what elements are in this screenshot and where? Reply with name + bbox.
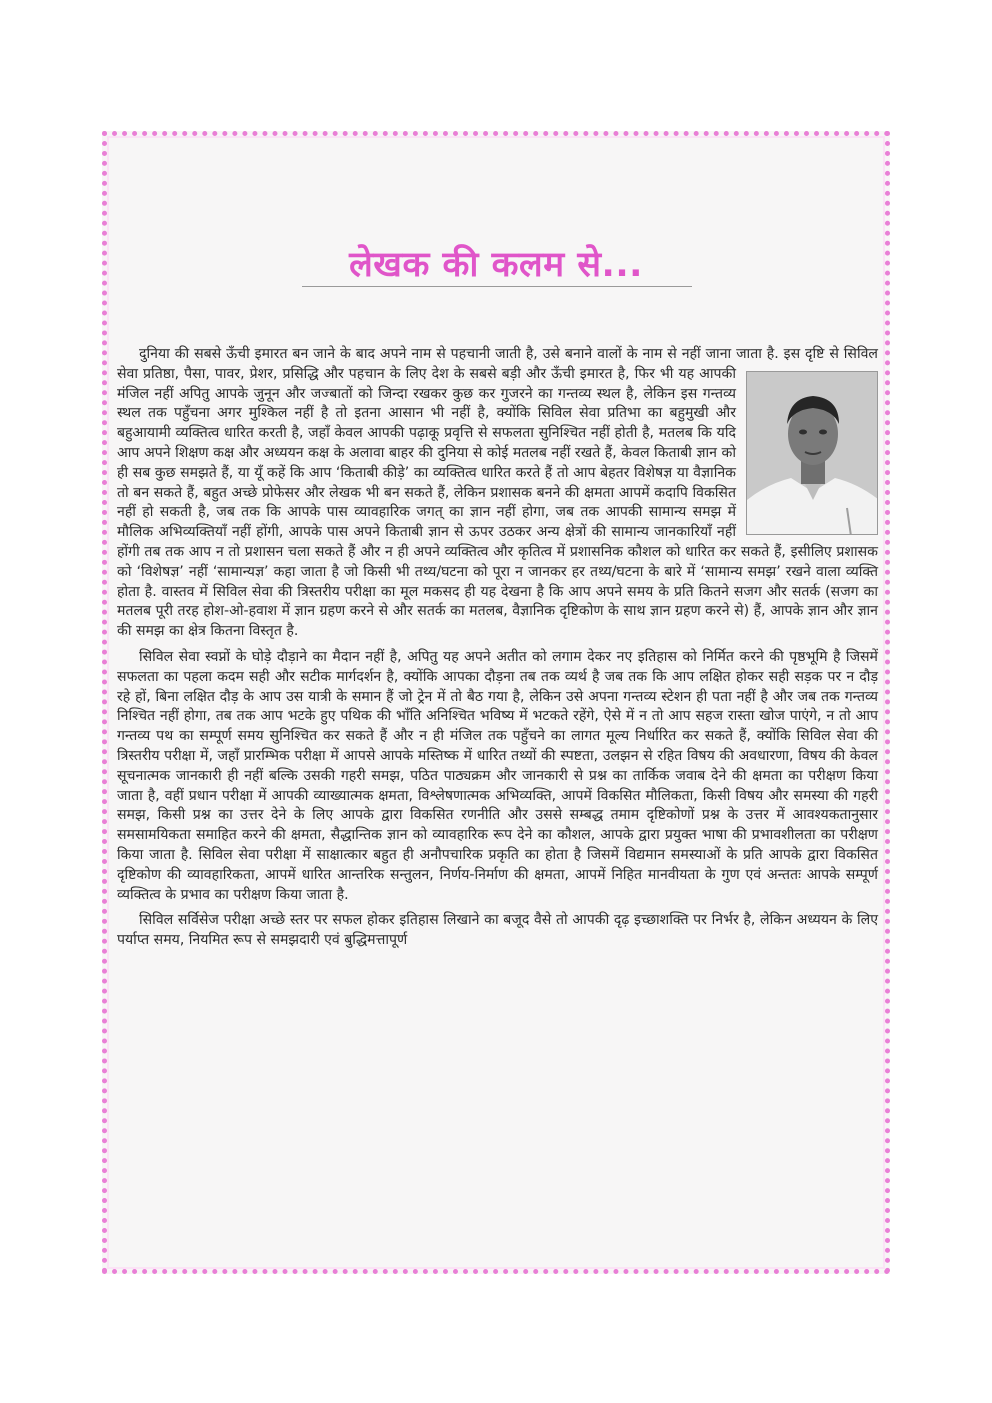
page-title: लेखक की कलम से... <box>349 245 643 285</box>
paragraph-1-rest: के सबसे बड़ी और ऊँची इमारत है, फिर भी यह आपकी मंजिल नहीं अपितु आपके जुनून और जज्बातों को जिन्दा रखकर कुछ कर गुजरने का गन्तव्य स्थल है, लेकिन इस गन्तव्य स्थल तक पहुँचना अगर मुश्किल नहीं है तो इतना आसान भी नहीं है, क्योंकि सिविल सेवा प्रतिभा का बहुमुखी और बहुआयामी व्यक्तित्व धारित करती है, जहाँ केवल आपकी पढ़ाकू प्रवृत्ति से सफलता सुनिश्चित नहीं होती है, मतलब कि यदि आप अपने शिक्षण कक्ष और अध्ययन कक्ष के अलावा बाहर की दुनिया से कोई मतलब नहीं रखते हैं, केवल किताबी ज्ञान को ही सब कुछ समझते हैं, या यूँ कहें कि आप ‘किताबी कीड़े’ का व्यक्तित्व धारित करते हैं तो आप बेहतर विशेषज्ञ या वैज्ञानिक तो बन सकते हैं, बहुत अच्छे प्रोफेसर और लेखक भी बन सकते हैं, लेकिन प्रशासक बनने की क्षमता आपमें कदापि विकसित नहीं हो सकती है, जब तक कि आपके पास व्यावहारिक जगत् का ज्ञान नहीं होगा, जब तक आपकी सामान्य समझ में मौलिक अभिव्यक्तियाँ नहीं होंगी, आपके पास अपने किताबी ज्ञान से ऊपर उठकर अन्य क्षेत्रों की सामान्य जानकारियाँ नहीं होंगी तब तक आप न तो प्रशासन चला सकते हैं और न ही अपने व्यक्तित्व और कृतित्व में प्रशासनिक कौशल को धारित कर सकते हैं, इसीलिए प्रशासक को ‘विशेषज्ञ’ नहीं ‘सामान्यज्ञ’ कहा जाता है जो किसी भी तथ्य/घटना को पूरा न जानकर हर तथ्य/घटना के बारे में ‘सामान्य समझ’ रखने वाला व्यक्ति होता है. वास्तव में सिविल सेवा की त्रिस्तरीय परीक्षा का मूल मकसद ही यह देखना है कि आप अपने समय के प्रति कितने सजग और सतर्क (सजग का मतलब पूरी तरह होश-ओ-हवाश में ज्ञान ग्रहण करने से और सतर्क का मतलब, वैज्ञानिक दृष्टिकोण के साथ ज्ञान ग्रहण करने से) हैं, आपके ज्ञान और ज्ञान की समझ का क्षेत्र कितना विस्तृत है. <box>117 365 878 640</box>
paragraph-1-lead: दुनिया की सबसे ऊँची इमारत बन जाने के बाद अपने नाम से पहचानी जाती है, उसे बनाने वालों के नाम से नहीं जाना जाता है. इस दृष्टि से सिविल सेवा प्रतिष्ठा, पैसा, पावर, प्रेशर, प्रसिद्धि और पहचान के लिए देश <box>117 346 878 382</box>
paragraph-1 <box>117 345 878 642</box>
title-underline <box>302 286 692 287</box>
paragraph-3: सिविल सर्विसेज परीक्षा अच्छे स्तर पर सफल होकर इतिहास लिखाने का बजूद वैसे तो आपकी दृढ़ इच्छाशक्ति पर निर्भर है, लेकिन अध्ययन के लिए पर्याप्त समय, नियमित रूप से समझदारी एवं बुद्धिमत्तापूर्ण <box>117 912 878 949</box>
author-photo <box>746 371 878 535</box>
paragraph-2: सिविल सेवा स्वप्नों के घोड़े दौड़ाने का मैदान नहीं है, अपितु यह अपने अतीत को लगाम देकर नए इतिहास को निर्मित करने की पृष्ठभूमि है जिसमें सफलता का पहला कदम सही और सटीक मार्गदर्शन है, क्योंकि आपका दौड़ना तब तक व्यर्थ है जब तक कि आप लक्षित होकर सही सड़क पर न दौड़ रहे हों, बिना लक्षित दौड़ के आप उस यात्री के समान हैं जो ट्रेन में तो बैठ गया है, लेकिन उसे अपना गन्तव्य स्टेशन ही पता नहीं है और जब तक गन्तव्य निश्चित नहीं होगा, तब तक आप भटके हुए पथिक की भाँति अनिश्चित भविष्य में भटकते रहेंगे, ऐसे में न तो आप सहज रास्ता खोज पाएंगे, न तो आप गन्तव्य पथ का सम्पूर्ण समय सुनिश्चित कर सकते हैं और न ही मंजिल तक पहुँचने का लागत मूल्य निर्धारित कर सकते हैं, क्योंकि सिविल सेवा की त्रिस्तरीय परीक्षा में, जहाँ प्रारम्भिक परीक्षा में आपसे आपके मस्तिष्क में धारित तथ्यों की स्पष्टता, उलझन से रहित विषय की अवधारणा, विषय की केवल सूचनात्मक जानकारी ही नहीं बल्कि उसकी गहरी समझ, पठित पाठ्यक्रम और जानकारी से प्रश्न का तार्किक जवाब देने की क्षमता का परीक्षण किया जाता है, वहीं प्रधान परीक्षा में आपकी व्याख्यात्मक क्षमता, विश्लेषणात्मक अभिव्यक्ति, आपमें विकसित मौलिकता, किसी विषय और समस्या की गहरी समझ, किसी प्रश्न का उत्तर देने के लिए आपके द्वारा विकसित रणनीति और उससे सम्बद्ध तमाम दृष्टिकोणों प्रश्न के उत्तर में आवश्यकतानुसार समसामयिकता समाहित करने की क्षमता, सैद्धान्तिक ज्ञान को व्यावहारिक रूप देने का कौशल, आपके द्वारा प्रयुक्त भाषा की प्रभावशीलता का परीक्षण किया जाता है. सिविल सेवा परीक्षा में साक्षात्कार बहुत ही अनौपचारिक प्रकृति का होता है जिसमें विद्यमान समस्याओं के प्रति आपके द्वारा विकसित दृष्टिकोण की व्यावहारिकता, आपमें धारित आन्तरिक सन्तुलन, निर्णय-निर्माण की क्षमता, आपमें निहित मानवीयता के गुण एवं अन्ततः आपके सम्पूर्ण व्यक्तित्व के प्रभाव का परीक्षण किया जाता है. <box>117 648 878 903</box>
article-body <box>117 345 878 957</box>
